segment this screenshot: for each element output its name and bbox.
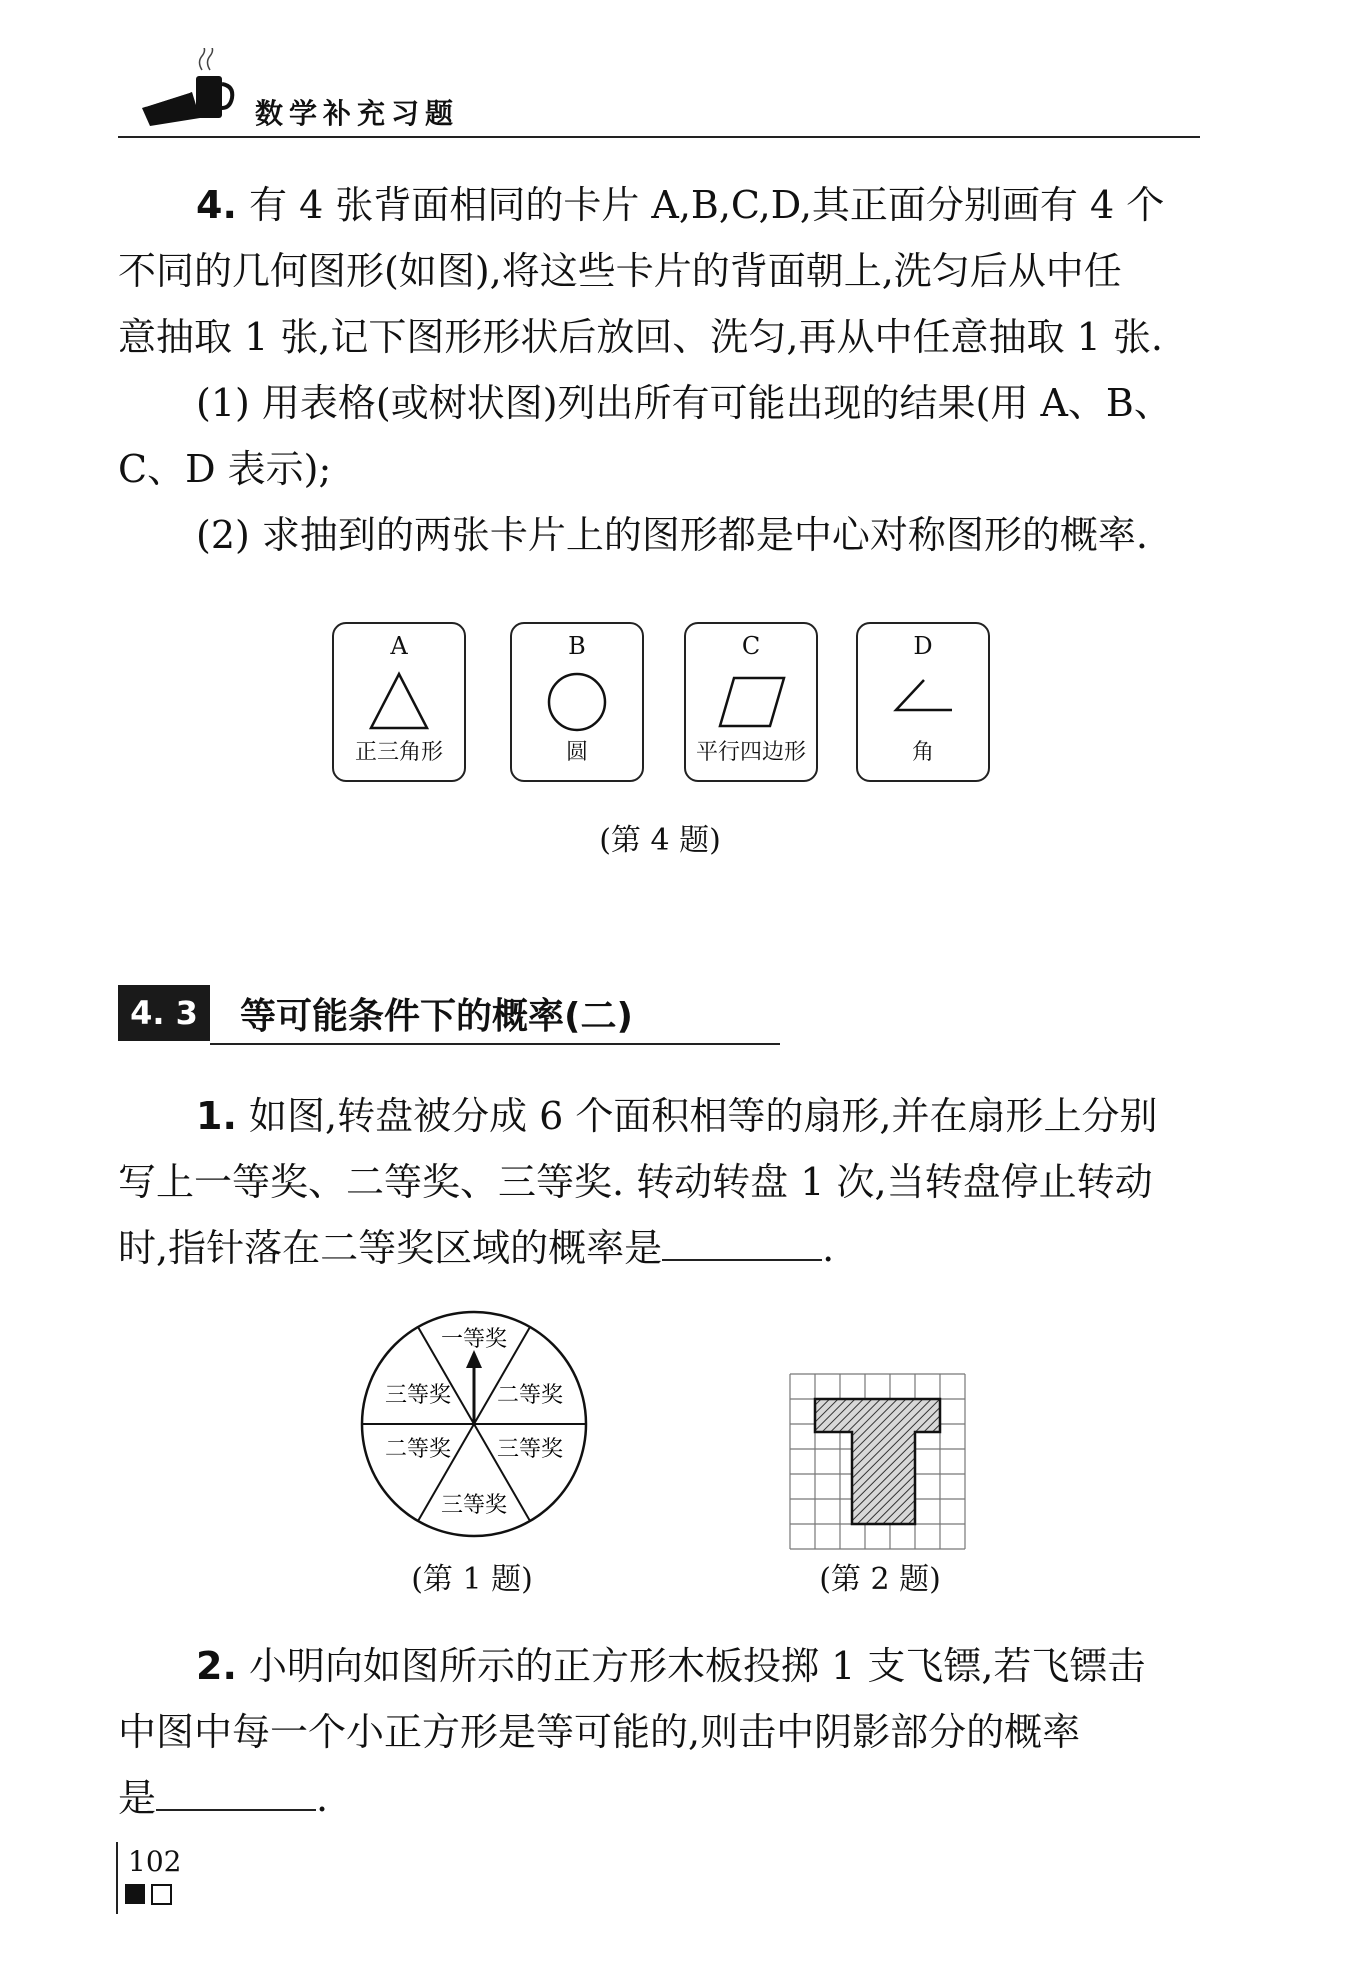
card-d-letter: D <box>913 632 933 660</box>
card-a-letter: A <box>390 632 408 660</box>
book-and-cup-icon <box>140 48 240 128</box>
sector-label-lower-left: 二等奖 <box>384 1436 452 1461</box>
circle-icon <box>512 666 642 736</box>
section-number: 4. 3 <box>118 985 210 1041</box>
problem-4-number: 4. <box>196 183 237 227</box>
problem-2 <box>118 1633 1204 1831</box>
problem-4-line-3: 意抽取 1 张,记下图形形状后放回、洗匀,再从中任意抽取 1 张. <box>118 315 1163 359</box>
card-c-letter: C <box>741 632 761 660</box>
problem-4-line-2: 不同的几何图形(如图),将这些卡片的背面朝上,洗匀后从中任 <box>118 249 1122 293</box>
answer-blank-1[interactable] <box>662 1231 822 1261</box>
problem-2-caption: (第 2 题) <box>819 1562 941 1597</box>
page-marker-icon <box>124 1882 176 1910</box>
section-title: 等可能条件下的概率(二) <box>240 996 633 1037</box>
problem-4-part-1-line-2: C、D 表示); <box>118 447 332 491</box>
card-b-letter: B <box>568 632 586 660</box>
angle-icon <box>858 666 988 736</box>
problem-4 <box>118 172 1204 568</box>
card-a-name: 正三角形 <box>354 740 443 765</box>
sector-label-upper-left: 三等奖 <box>384 1382 452 1407</box>
sector-label-upper-right: 二等奖 <box>496 1382 564 1407</box>
problem-1-line-3: 时,指针落在二等奖区域的概率是 <box>118 1226 663 1270</box>
shaded-t-shape <box>815 1399 940 1524</box>
section-rule <box>210 1043 780 1045</box>
card-c-name: 平行四边形 <box>695 740 806 765</box>
triangle-icon <box>334 666 464 736</box>
problem-4-caption: (第 4 题) <box>599 823 721 858</box>
page-bar <box>116 1842 118 1914</box>
sector-label-lower-right: 三等奖 <box>496 1436 564 1461</box>
card-d <box>856 622 990 782</box>
problem-1 <box>118 1083 1204 1281</box>
header-title: 数学补充习题 <box>255 97 460 130</box>
problem-2-end: . <box>316 1776 329 1820</box>
spinner-figure <box>358 1306 590 1542</box>
card-b <box>510 622 644 782</box>
problem-1-line-1: 如图,转盘被分成 6 个面积相等的扇形,并在扇形上分别 <box>248 1094 1158 1138</box>
problem-4-part-1-line-1: (1) 用表格(或树状图)列出所有可能出现的结果(用 A、B、 <box>196 381 1172 425</box>
card-b-name: 圆 <box>565 740 588 765</box>
card-d-name: 角 <box>911 740 934 765</box>
header-logo <box>140 48 240 128</box>
problem-4-line-1: 有 4 张背面相同的卡片 A,B,C,D,其正面分别画有 4 个 <box>248 183 1165 227</box>
header-rule <box>118 136 1200 138</box>
problem-2-line-2: 中图中每一个小正方形是等可能的,则击中阴影部分的概率 <box>118 1710 1081 1754</box>
answer-blank-2[interactable] <box>156 1781 316 1811</box>
problem-2-number: 2. <box>196 1644 237 1688</box>
problem-1-number: 1. <box>196 1094 237 1138</box>
card-c <box>684 622 818 782</box>
card-a <box>332 622 466 782</box>
sector-label-bottom: 三等奖 <box>440 1492 508 1517</box>
problem-1-end: . <box>822 1226 835 1270</box>
problem-2-line-3: 是 <box>118 1776 157 1820</box>
problem-1-caption: (第 1 题) <box>411 1562 533 1597</box>
sector-label-top: 一等奖 <box>440 1326 508 1351</box>
parallelogram-icon <box>686 666 816 736</box>
problem-2-line-1: 小明向如图所示的正方形木板投掷 1 支飞镖,若飞镖击 <box>248 1644 1146 1688</box>
grid-figure <box>788 1372 968 1552</box>
page-number: 102 <box>128 1845 182 1878</box>
arrow-up-icon <box>466 1350 482 1368</box>
problem-1-line-2: 写上一等奖、二等奖、三等奖. 转动转盘 1 次,当转盘停止转动 <box>118 1160 1153 1204</box>
problem-4-part-2: (2) 求抽到的两张卡片上的图形都是中心对称图形的概率. <box>196 513 1148 557</box>
